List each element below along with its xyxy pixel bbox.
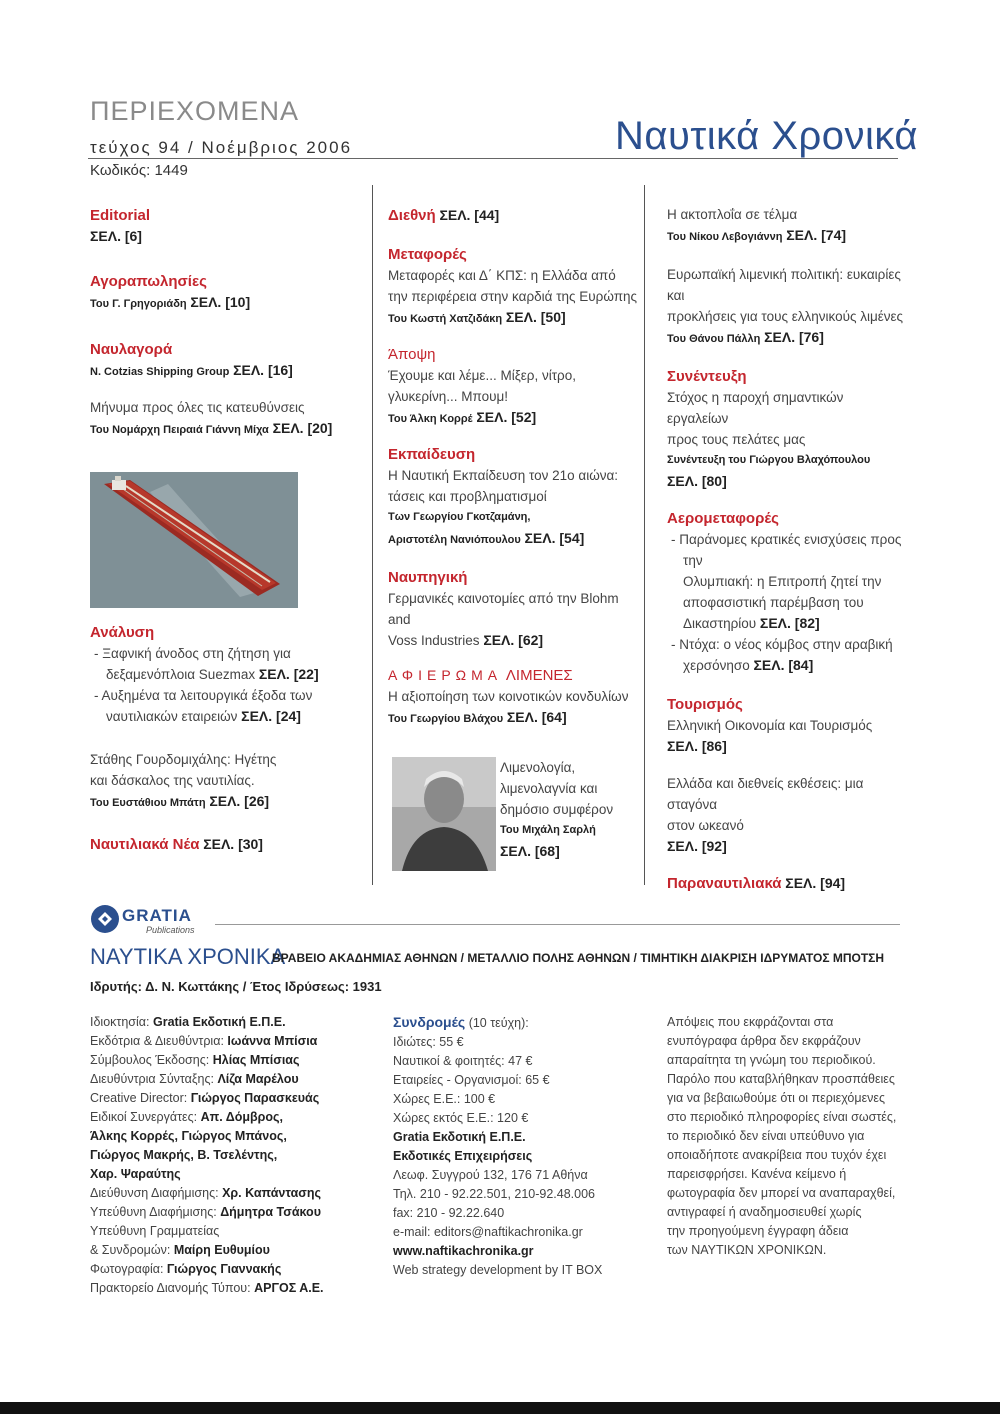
address: Λεωφ. Συγγρού 132, 176 71 Αθήνα	[393, 1168, 588, 1182]
toc-entry-afieroma[interactable]	[388, 665, 640, 730]
disclaimer-line: απαραίτητα τη γνώμη του περιοδικού.	[667, 1053, 876, 1067]
page-ref: ΣΕΛ. [6]	[90, 228, 142, 244]
staff-row	[90, 1089, 380, 1108]
toc-entry-eur-politiki[interactable]	[667, 264, 907, 350]
bullet-text: - Αυξημένα τα λειτουργικά έξοδα των	[94, 688, 313, 703]
article-title: Voss Industries	[388, 633, 480, 648]
section-heading: Editorial	[90, 207, 151, 224]
staff-row	[90, 1222, 380, 1241]
page-ref: ΣΕΛ. [68]	[500, 843, 560, 859]
page-ref: ΣΕΛ. [94]	[785, 875, 846, 891]
page-ref: ΣΕΛ. [74]	[786, 227, 847, 243]
gratia-logo-icon	[90, 904, 120, 934]
toc-entry-paranautiliaka[interactable]	[667, 873, 907, 894]
article-title: προς τους πελάτες μας	[667, 432, 806, 447]
staff-row	[90, 1241, 380, 1260]
section-heading: Μεταφορές	[388, 246, 467, 263]
article-title: Στόχος η παροχή σημαντικών εργαλείων	[667, 390, 844, 426]
article-title: και δάσκαλος της ναυτιλίας.	[90, 773, 255, 788]
web-credit: Web strategy development by IT BOX	[393, 1263, 603, 1277]
column-divider-2	[644, 185, 645, 885]
page-ref: ΣΕΛ. [64]	[506, 709, 567, 725]
staff-row	[90, 1146, 380, 1165]
author: Του Ευστάθιου Μπάτη	[90, 797, 206, 809]
section-heading: Αερομεταφορές	[667, 510, 779, 527]
subscription-rate: Χώρες Ε.Ε.: 100 €	[393, 1092, 496, 1106]
publisher-desc: Εκδοτικές Επιχειρήσεις	[393, 1149, 533, 1163]
staff-name: Λίζα Μαρέλου	[217, 1072, 299, 1086]
code-line: Κωδικός: 1449	[90, 162, 188, 179]
feature-topic: ΛΙΜΕΝΕΣ	[505, 667, 573, 684]
subscription-rate: Ναυτικοί & φοιτητές: 47 €	[393, 1054, 533, 1068]
tanker-ship-photo	[90, 472, 298, 608]
article-title: δημόσιο συμφέρον	[500, 802, 614, 817]
staff-name: Γιώργος Παρασκευάς	[190, 1091, 320, 1105]
staff-role: Πρακτορείο Διανομής Τύπου:	[90, 1281, 251, 1295]
staff-name: Δήμητρα Τσάκου	[220, 1205, 321, 1219]
section-heading: Ναυπηγική	[388, 569, 468, 586]
disclaimer-line: Παρόλο που καταβλήθηκαν προσπάθειες	[667, 1072, 895, 1086]
publisher-name: Gratia Εκδοτική Ε.Π.Ε.	[393, 1130, 526, 1144]
toc-entry-aerometafores[interactable]	[667, 508, 907, 676]
bullet-text: Δικαστηρίου	[683, 616, 757, 631]
staff-name: Χαρ. Ψαραύτης	[90, 1167, 181, 1181]
ship-illustration	[90, 472, 298, 608]
toc-entry-minima[interactable]	[90, 397, 360, 441]
feature-label: ΑΦΙΕΡΩΜΑ	[388, 667, 503, 683]
staff-role: Ειδικοί Συνεργάτες:	[90, 1110, 198, 1124]
toc-entry-aktoploia[interactable]	[667, 204, 907, 248]
page-ref: ΣΕΛ. [44]	[439, 207, 500, 223]
section-heading: Άποψη	[388, 346, 436, 363]
toc-entry-tourismos[interactable]	[667, 694, 907, 757]
bullet-text: - Παράνομες κρατικές ενισχύσεις προς την	[671, 532, 902, 568]
article-title: Ελληνική Οικονομία και Τουρισμός	[667, 718, 873, 733]
header-rule	[88, 158, 898, 159]
toc-column-2	[388, 205, 640, 744]
page-bottom-bar	[0, 1402, 1000, 1414]
toc-entry-metafores[interactable]	[388, 244, 640, 330]
subscription-rate: Χώρες εκτός Ε.Ε.: 120 €	[393, 1111, 529, 1125]
article-title: γλυκερίνη... Μπουμ!	[388, 389, 509, 404]
staff-name: ΑΡΓΟΣ Α.Ε.	[254, 1281, 324, 1295]
page-title: ΠΕΡΙΕΧΟΜΕΝΑ	[90, 96, 300, 126]
staff-role: Εκδότρια & Διευθύντρια:	[90, 1034, 224, 1048]
toc-entry-synenteuxi[interactable]	[667, 366, 907, 492]
page-ref: ΣΕΛ. [16]	[233, 362, 293, 378]
staff-name: Gratia Εκδοτική Ε.Π.Ε.	[152, 1015, 286, 1029]
toc-entry-nautiliaka-nea[interactable]	[90, 834, 360, 855]
author: Του Θάνου Πάλλη	[667, 333, 761, 345]
staff-row	[90, 1184, 380, 1203]
magazine-brand: Ναυτικά Χρονικά	[615, 114, 919, 158]
column-divider-1	[372, 185, 373, 885]
section-heading: Ναυλαγορά	[90, 341, 173, 358]
author: Του Άλκη Κορρέ	[388, 413, 473, 425]
article-title: Ελλάδα και διεθνείς εκθέσεις: μια σταγόνα	[667, 776, 864, 812]
bullet-text: αποφασιστική παρέμβαση του	[683, 595, 864, 610]
page-ref: ΣΕΛ. [86]	[667, 738, 727, 754]
author: Του Κωστή Χατζιδάκη	[388, 313, 503, 325]
bullet-item	[667, 634, 907, 676]
article-title: Η ακτοπλοΐα σε τέλμα	[667, 207, 798, 222]
staff-row	[90, 1279, 380, 1298]
staff-name: Γιώργος Γιαννακής	[166, 1262, 282, 1276]
staff-name: Απ. Δόμβρος,	[200, 1110, 283, 1124]
article-title: Γερμανικές καινοτομίες από την Blohm and	[388, 591, 619, 627]
article-title: Μήνυμα προς όλες τις κατευθύνσεις	[90, 400, 305, 415]
gratia-logo	[90, 903, 220, 937]
page-ref: ΣΕΛ. [26]	[209, 793, 270, 809]
subscription-rate: Εταιρείες - Οργανισμοί: 65 €	[393, 1073, 550, 1087]
article-title: Στάθης Γουρδομιχάλης: Ηγέτης	[90, 752, 277, 767]
author: Αριστοτέλη Νανιόπουλου	[388, 534, 521, 546]
author: Του Νομάρχη Πειραιά Γιάννη Μίχα	[90, 424, 269, 436]
section-heading: Ναυτιλιακά Νέα	[90, 836, 200, 853]
bullet-text: ναυτιλιακών εταιρειών	[106, 709, 238, 724]
staff-row	[90, 1070, 380, 1089]
page-ref: ΣΕΛ. [52]	[476, 409, 537, 425]
staff-row	[90, 1260, 380, 1279]
page-ref: ΣΕΛ. [20]	[272, 420, 333, 436]
staff-role: Φωτογραφία:	[90, 1262, 164, 1276]
article-title: Η αξιοποίηση των κοινοτικών κονδυλίων	[388, 689, 629, 704]
bullet-text: - Ξαφνική άνοδος στη ζήτηση για	[94, 646, 291, 661]
author: Των Γεωργίου Γκοτζαμάνη,	[388, 511, 531, 523]
toc-entry-limenologia[interactable]	[500, 757, 640, 862]
page-ref: ΣΕΛ. [30]	[203, 836, 263, 852]
telephone: Τηλ. 210 - 92.22.501, 210-92.48.006	[393, 1187, 596, 1201]
subscriptions-note: (10 τεύχη):	[468, 1016, 529, 1030]
staff-list	[90, 1013, 380, 1298]
article-title: τάσεις και προβληματισμοί	[388, 489, 547, 504]
staff-role: Σύμβουλος Έκδοσης:	[90, 1053, 210, 1067]
staff-role: Creative Director:	[90, 1091, 188, 1105]
section-heading: Παραναυτιλιακά	[667, 875, 782, 892]
disclaimer-line: ενυπόγραφα άρθρα δεν εκφράζουν	[667, 1034, 861, 1048]
page-ref: ΣΕΛ. [22]	[258, 666, 319, 682]
staff-row	[90, 1032, 380, 1051]
toc-entry-analysi[interactable]	[90, 622, 360, 727]
staff-row	[90, 1165, 380, 1184]
toc-entry-ekpaideusi[interactable]	[388, 444, 640, 551]
article-title: την περιφέρεια στην καρδιά της Ευρώπης	[388, 289, 638, 304]
staff-role: Υπεύθυνη Γραμματείας	[90, 1224, 220, 1238]
issue-line: τεύχος 94 / Νοέμβριος 2006	[90, 138, 353, 157]
subscription-rate: Ιδιώτες: 55 €	[393, 1035, 464, 1049]
article-title: Λιμενολογία,	[500, 760, 576, 775]
masthead-rule	[215, 924, 900, 925]
article-title: Η Ναυτική Εκπαίδευση τον 21ο αιώνα:	[388, 468, 619, 483]
disclaimer-line: για να βεβαιωθούμε ότι οι περιεχόμενες	[667, 1091, 885, 1105]
bullet-text: Ολυμπιακή: η Επιτροπή ζητεί την	[683, 574, 882, 589]
section-heading: Αγοραπωλησίες	[90, 273, 207, 290]
bullet-item	[90, 685, 360, 727]
toc-column-1	[90, 205, 360, 455]
toc-entry-agorapolisies[interactable]	[90, 271, 360, 315]
fax: fax: 210 - 92.22.640	[393, 1206, 505, 1220]
disclaimer-line: φωτογραφία δεν μπορεί να αναπαραχθεί,	[667, 1186, 896, 1200]
page-ref: ΣΕΛ. [76]	[764, 329, 824, 345]
disclaimer-block	[667, 1013, 907, 1260]
page-ref: ΣΕΛ. [80]	[667, 473, 727, 489]
staff-name: Γιώργος Μακρής, Β. Τσελέντης,	[90, 1148, 278, 1162]
disclaimer-line: παρεισφρήσει. Κανένα κείμενο ή	[667, 1167, 847, 1181]
staff-name: Άλκης Κορρές, Γιώργος Μπάνος,	[90, 1129, 287, 1143]
article-title: προκλήσεις για τους ελληνικούς λιμένες	[667, 309, 904, 324]
masthead-title: ΝΑΥΤΙΚΑ ΧΡΟΝΙΚΑ	[90, 944, 286, 969]
staff-row	[90, 1203, 380, 1222]
subscriptions-heading: Συνδρομές	[393, 1014, 466, 1030]
subscriptions-block	[393, 1013, 643, 1280]
disclaimer-line: το περιοδικό δεν είναι υπεύθυνο για	[667, 1129, 865, 1143]
article-title: Μεταφορές και Δ΄ ΚΠΣ: η Ελλάδα από	[388, 268, 616, 283]
staff-name: Χρ. Καπάντασης	[222, 1186, 321, 1200]
staff-role: Ιδιοκτησία:	[90, 1015, 150, 1029]
staff-role: Διεύθυνση Διαφήμισης:	[90, 1186, 219, 1200]
disclaimer-line: την προηγούμενη έγγραφη άδεια	[667, 1224, 849, 1238]
staff-row	[90, 1013, 380, 1032]
article-title: στον ωκεανό	[667, 818, 744, 833]
toc-entry-apopsi[interactable]	[388, 344, 640, 430]
author: Του Γεωργίου Βλάχου	[388, 713, 504, 725]
staff-name: Μαίρη Ευθυμίου	[173, 1243, 270, 1257]
author-portrait-photo	[392, 757, 496, 871]
section-heading: Εκπαίδευση	[388, 446, 476, 463]
bullet-item	[90, 643, 360, 685]
page-ref: ΣΕΛ. [50]	[505, 309, 566, 325]
disclaimer-line: Απόψεις που εκφράζονται στα	[667, 1015, 834, 1029]
staff-name: Ηλίας Μπίσιας	[212, 1053, 300, 1067]
website-link[interactable]: www.naftikachronika.gr	[393, 1244, 534, 1258]
bullet-text: δεξαμενόπλοια Suezmax	[106, 667, 256, 682]
bullet-text: - Ντόχα: ο νέος κόμβος στην αραβική	[671, 637, 893, 652]
staff-row	[90, 1127, 380, 1146]
toc-entry-ektheseis[interactable]	[667, 773, 907, 857]
toc-entry-diethni[interactable]	[388, 205, 640, 226]
author: Του Μιχάλη Σαρλή	[500, 824, 596, 836]
section-heading: Συνέντευξη	[667, 368, 747, 385]
portrait-illustration	[392, 757, 496, 871]
page-ref: ΣΕΛ. [10]	[190, 294, 251, 310]
toc-entry-editorial[interactable]	[90, 205, 360, 247]
section-heading: Διεθνή	[388, 207, 436, 224]
article-title: Έχουμε και λέμε... Μίξερ, νίτρο,	[388, 368, 576, 383]
article-title: Ευρωπαϊκή λιμενική πολιτική: ευκαιρίες και	[667, 267, 901, 303]
disclaimer-line: των ΝΑΥΤΙΚΩΝ ΧΡΟΝΙΚΩΝ.	[667, 1243, 827, 1257]
masthead-awards: ΒΡΑΒΕΙΟ ΑΚΑΔΗΜΙΑΣ ΑΘΗΝΩΝ / ΜΕΤΑΛΛΙΟ ΠΟΛΗΣ ΑΘΗΝΩΝ / ΤΙΜΗΤΙΚΗ ΔΙΑΚΡΙΣΗ ΙΔΡΥΜΑΤΟΣ ΜΠΟΤΣΗ	[272, 951, 885, 965]
staff-name: Ιωάννα Μπίσια	[227, 1034, 318, 1048]
page-ref: ΣΕΛ. [62]	[483, 632, 544, 648]
page-ref: ΣΕΛ. [92]	[667, 838, 727, 854]
page-ref: ΣΕΛ. [84]	[753, 657, 814, 673]
staff-row	[90, 1051, 380, 1070]
disclaimer-line: αντιγραφεί ή αναδημοσιευθεί χωρίς	[667, 1205, 862, 1219]
logo-subtitle: Publications	[146, 925, 195, 935]
author: N. Cotzias Shipping Group	[90, 366, 230, 378]
toc-column-3	[667, 204, 907, 908]
email-link[interactable]: e-mail: editors@naftikachronika.gr	[393, 1225, 583, 1239]
bullet-text: χερσόνησο	[683, 658, 750, 673]
staff-row	[90, 1108, 380, 1127]
toc-entry-gourdomichalis[interactable]	[90, 749, 360, 814]
page-ref: ΣΕΛ. [24]	[241, 708, 301, 724]
logo-wordmark: GRATIA	[122, 906, 192, 925]
staff-role: Διευθύντρια Σύνταξης:	[90, 1072, 214, 1086]
toc-entry-naulagora[interactable]	[90, 339, 360, 383]
toc-column-1-lower	[90, 622, 360, 869]
staff-role: & Συνδρομών:	[90, 1243, 171, 1257]
author: Του Γ. Γρηγοριάδη	[90, 298, 187, 310]
page-ref: ΣΕΛ. [54]	[524, 530, 585, 546]
disclaimer-line: στο περιοδικό πληροφορίες είναι σωστές,	[667, 1110, 897, 1124]
toc-entry-naupigiki[interactable]	[388, 567, 640, 651]
disclaimer-line: οποιαδήποτε ανακρίβεια που τυχόν έχει	[667, 1148, 887, 1162]
section-heading: Τουρισμός	[667, 696, 743, 713]
masthead-founder: Ιδρυτής: Δ. Ν. Κωττάκης / Έτος Ιδρύσεως: 1931	[90, 979, 382, 994]
article-title: λιμενολαγνία και	[500, 781, 598, 796]
page-ref: ΣΕΛ. [82]	[759, 615, 820, 631]
bullet-item	[667, 529, 907, 634]
staff-role: Υπεύθυνη Διαφήμισης:	[90, 1205, 217, 1219]
section-heading: Ανάλυση	[90, 624, 155, 641]
author: Συνέντευξη του Γιώργου Βλαχόπουλου	[667, 454, 871, 466]
author: Του Νίκου Λεβογιάννη	[667, 231, 783, 243]
